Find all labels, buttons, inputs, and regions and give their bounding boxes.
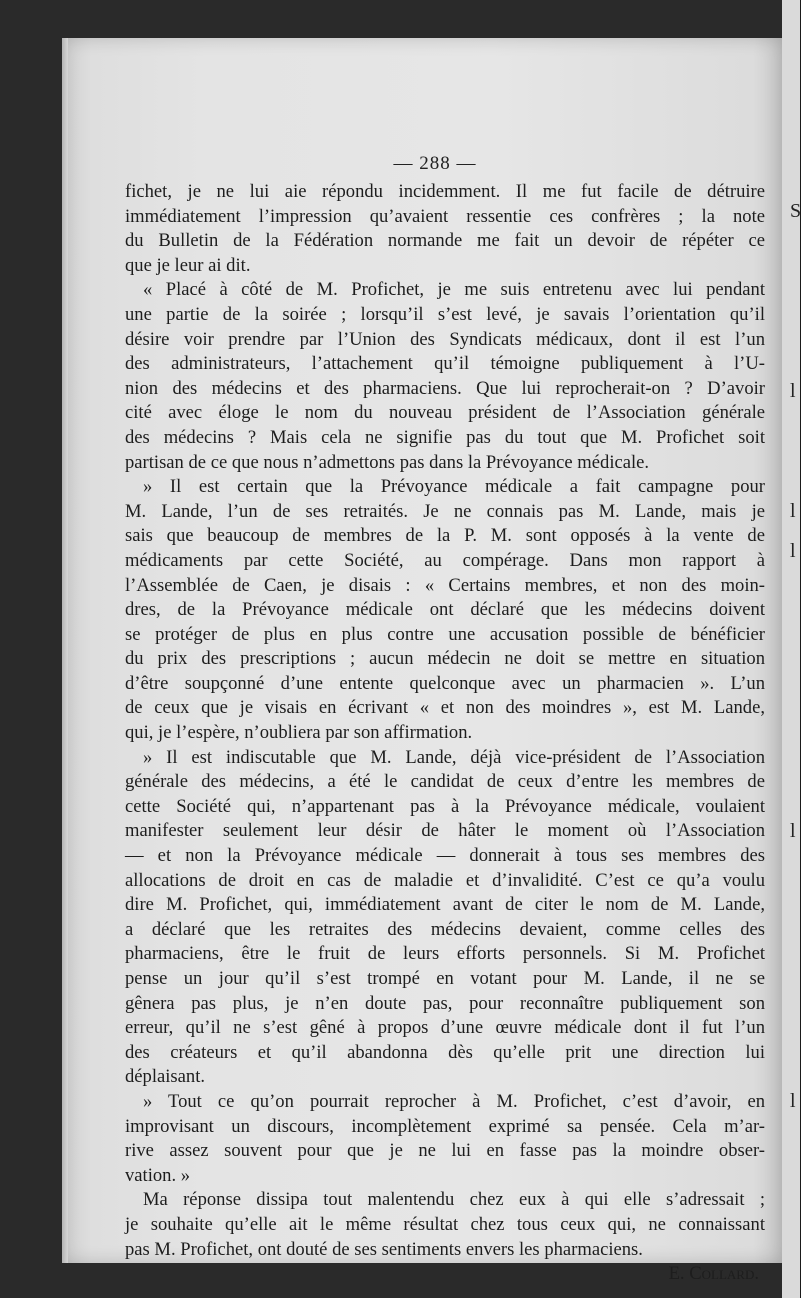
text-line: se protéger de plus en plus contre une accusation possible de bénéficier: [125, 623, 765, 645]
text-line: dres, de la Prévoyance médicale ont déclaré que les médecins doivent: [125, 599, 765, 621]
adjacent-page-strip: [782, 0, 800, 1298]
text-line: des administrateurs, l’attachement qu’il témoigne publiquement à l’U-: [125, 353, 765, 375]
page-binding-edge: [62, 38, 68, 1263]
text-line: allocations de droit en cas de maladie et d’invalidité. C’est ce qu’a voulu: [125, 869, 765, 891]
text-line: sais que beaucoup de membres de la P. M. sont opposés à la vente de: [125, 525, 765, 547]
text-line: manifester seulement leur désir de hâter le moment où l’Association: [125, 820, 765, 842]
text-line: désire voir prendre par l’Union des Syndicats médicaux, dont il est l’un: [125, 328, 765, 350]
paragraph: [125, 475, 765, 746]
text-line: gênera pas plus, je n’en doute pas, pour reconnaître publiquement son: [125, 992, 765, 1014]
text-line: cité avec éloge le nom du nouveau président de l’Association générale: [125, 402, 765, 424]
text-line: déplaisant.: [125, 1066, 206, 1088]
text-line: des médecins ? Mais cela ne signifie pas du tout que M. Profichet soit: [125, 426, 765, 448]
signature: E. Collard.: [668, 1263, 759, 1285]
text-line: rive assez souvent pour que je ne lui en fasse pas la moindre obser-: [125, 1140, 765, 1162]
body-text: [125, 180, 765, 1287]
text-line: l’Assemblée de Caen, je disais : « Certains membres, et non des moin-: [125, 574, 765, 596]
text-line: des créateurs et qu’il abandonna dès qu’elle prit une direction lui: [125, 1041, 765, 1063]
adjacent-page-mark: l: [790, 380, 796, 402]
text-line: médicaments par cette Société, au compérage. Dans mon rapport à: [125, 549, 765, 571]
text-line: erreur, qu’il ne s’est gêné à propos d’une œuvre médicale dont il fut l’un: [125, 1017, 765, 1039]
text-line: » Il est indiscutable que M. Lande, déjà vice-président de l’Association: [143, 746, 765, 768]
text-line: que je leur ai dit.: [125, 254, 251, 276]
text-line: a déclaré que les retraites des médecins devaient, comme celles des: [125, 918, 765, 940]
text-line: dire M. Profichet, qui, immédiatement avant de citer le nom de M. Lande,: [125, 894, 765, 916]
text-line: Ma réponse dissipa tout malentendu chez eux à qui elle s’adressait ;: [143, 1189, 765, 1211]
text-line: pharmaciens, être le fruit de leurs efforts personnels. Si M. Profichet: [125, 943, 765, 965]
adjacent-page-mark: l: [790, 500, 796, 522]
text-line: vation. »: [125, 1164, 191, 1186]
text-line: fichet, je ne lui aie répondu incidemment. Il me fut facile de détruire: [125, 181, 765, 202]
paragraph: [125, 180, 765, 278]
text-line: — et non la Prévoyance médicale — donnerait à tous ses membres des: [125, 845, 765, 867]
text-line: du Bulletin de la Fédération normande me fait un devoir de répéter ce: [125, 230, 765, 252]
text-line: qui, je l’espère, n’oubliera par son affirmation.: [125, 722, 473, 744]
adjacent-page-mark: l: [790, 1090, 796, 1112]
text-line: M. Lande, l’un de ses retraités. Je ne connais pas M. Lande, mais je: [125, 500, 765, 522]
paragraph: [125, 1090, 765, 1188]
text-line: « Placé à côté de M. Profichet, je me suis entretenu avec lui pendant: [143, 279, 765, 301]
paragraph: [125, 1188, 765, 1262]
text-line: du prix des prescriptions ; aucun médecin ne doit se mettre en situation: [125, 648, 765, 670]
page-number: — 288 —: [393, 153, 477, 174]
text-line: » Il est certain que la Prévoyance médicale a fait campagne pour: [143, 476, 765, 498]
text-line: partisan de ce que nous n’admettons pas dans la Prévoyance médicale.: [125, 451, 650, 473]
adjacent-page-mark: S: [790, 200, 801, 222]
text-line: je souhaite qu’elle ait le même résultat chez tous ceux qui, ne connaissant: [125, 1213, 765, 1235]
text-line: générale des médecins, a été le candidat de ceux d’entre les membres de: [125, 771, 765, 793]
paragraph: [125, 278, 765, 475]
paragraph: [125, 746, 765, 1090]
text-line: d’être soupçonné d’une entente quelconque avec un pharmacien ». L’un: [125, 672, 765, 694]
adjacent-page-mark: l: [790, 820, 796, 842]
text-line: improvisant un discours, incomplètement exprimé sa pensée. Cela m’ar-: [125, 1115, 765, 1137]
text-line: une partie de la soirée ; lorsqu’il s’est levé, je savais l’orientation qu’il: [125, 303, 765, 325]
text-line: » Tout ce qu’on pourrait reprocher à M. Profichet, c’est d’avoir, en: [143, 1090, 765, 1112]
adjacent-page-mark: l: [790, 540, 796, 562]
text-line: immédiatement l’impression qu’avaient ressentie ces confrères ; la note: [125, 205, 765, 227]
text-line: pense un jour qu’il s’est trompé en votant pour M. Lande, il ne se: [125, 968, 765, 989]
text-line: cette Société qui, n’appartenant pas à la Prévoyance médicale, voulaient: [125, 795, 765, 817]
text-line: pas M. Profichet, ont douté de ses sentiments envers les pharmaciens.: [125, 1238, 643, 1260]
text-line: de ceux que je visais en écrivant « et non des moindres », est M. Lande,: [125, 697, 765, 719]
text-line: nion des médecins et des pharmaciens. Que lui reprocherait-on ? D’avoir: [125, 377, 765, 399]
